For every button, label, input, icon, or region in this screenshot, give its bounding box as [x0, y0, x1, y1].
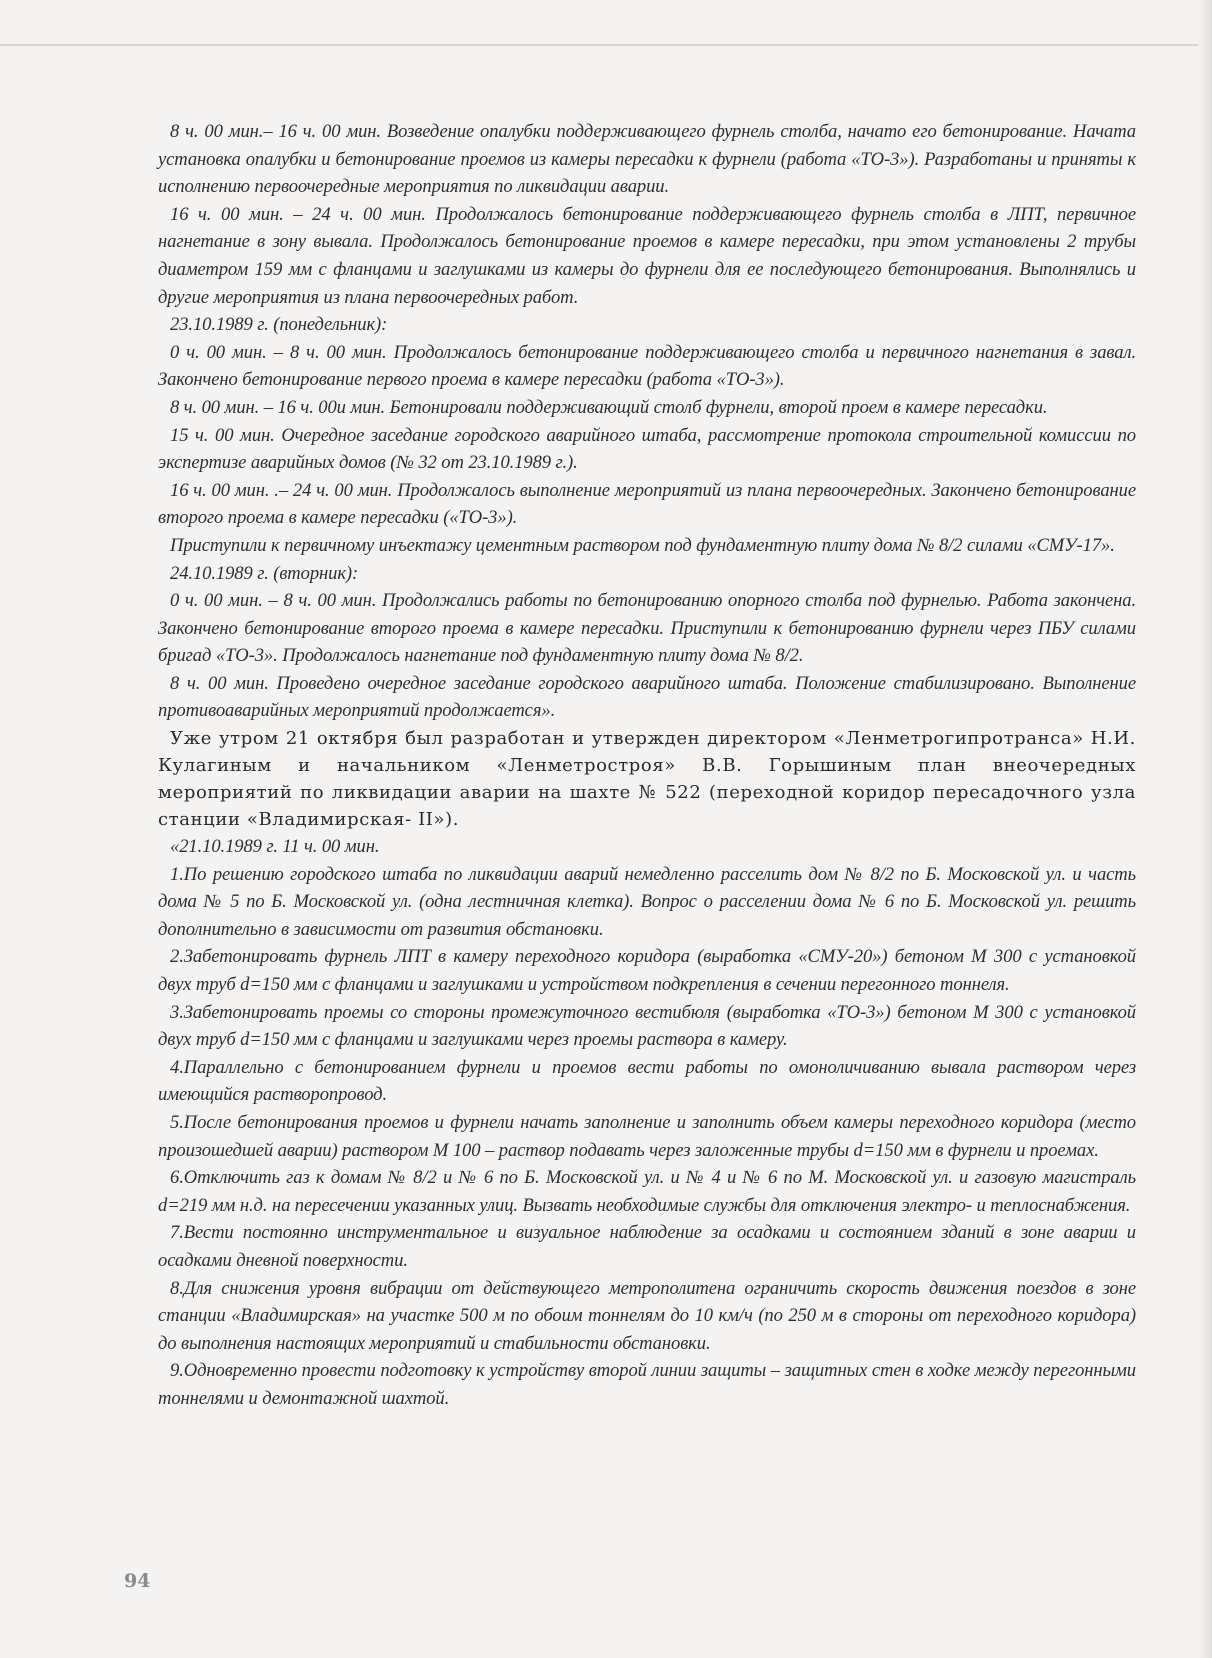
quoted-paragraph: 7.Вести постоянно инструментальное и визуальное наблюдение за осадками и состоянием зданий в зоне аварии и осадками дневной поверхности.: [158, 1222, 1136, 1271]
quoted-paragraph: 8 ч. 00 мин.– 16 ч. 00 мин. Возведение опалубки поддерживающего фурнель столба, начато его бетонирование. Начата установка опалубки и бетонирование проемов из камеры пересадки к фурнели (работа «ТО-3»). Разработаны и приняты к исполнению первоочередные мероприятия по ликвидации аварии.: [158, 121, 1136, 198]
quoted-paragraph: 8.Для снижения уровня вибрации от действующего метрополитена ограничить скорость движения поездов в зоне станции «Владимирская» на участке 500 м по обоим тоннелям до 10 км/ч (по 250 м в стороны от переходного коридора) до выполнения настоящих мероприятий и стабильности обстановки.: [158, 1277, 1136, 1354]
quoted-paragraph: 15 ч. 00 мин. Очередное заседание городского аварийного штаба, рассмотрение протокола строительной комиссии по экспертизе аварийных домов (№ 32 от 23.10.1989 г.).: [158, 424, 1136, 474]
page-edge-shadow: [1198, 0, 1212, 1658]
quoted-paragraph: 3.Забетонировать проемы со стороны промежуточного вестибюля (выработка «ТО-3») бетоном М 300 с установкой двух труб d=150 мм с фланцами и заглушками через проемы раствора в камеру.: [158, 1001, 1136, 1051]
quoted-paragraph: 16 ч. 00 мин. – 24 ч. 00 мин. Продолжалось бетонирование поддерживающего фурнель столба в ЛПТ, первичное нагнетание в зону вывала. Продолжалось бетонирование проемов в камере пересадки, при этом установлены 2 трубы диаметром 159 мм с фланцами и заглушками из камеры до фурнели для ее последующего бетонирования. Выполнялись и другие мероприятия из плана первоочередных работ.: [158, 203, 1136, 308]
page-number: 94: [124, 1570, 151, 1592]
quoted-paragraph: 5.После бетонирования проемов и фурнели начать заполнение и заполнить объем камеры переходного коридора (место произошедшей аварии) раствором М 100 – раствор подавать через заложенные трубы d=150 мм в фурнели и проемах.: [158, 1112, 1136, 1161]
page-body: [158, 118, 1136, 1413]
quoted-paragraph: 0 ч. 00 мин. – 8 ч. 00 мин. Продолжались работы по бетонированию опорного столба под фурнелью. Работа закончена. Закончено бетонирование второго проема в камере пересадки. Приступили к бетонированию фурнели через ПБУ силами бригад «ТО-3». Продолжалось нагнетание под фундаментную плиту дома № 8/2.: [158, 590, 1136, 667]
quoted-paragraph: 9.Одновременно провести подготовку к устройству второй линии защиты – защитных стен в ходке между перегонными тоннелями и демонтажной шахтой.: [158, 1360, 1136, 1409]
quoted-paragraph: 2.Забетонировать фурнель ЛПТ в камеру переходного коридора (выработка «СМУ-20») бетоном М 300 с установкой двух труб d=150 мм с фланцами и заглушками и устройством подкрепления в сечении перегонного тоннеля.: [158, 946, 1136, 996]
quoted-paragraph: 16 ч. 00 мин. .– 24 ч. 00 мин. Продолжалось выполнение мероприятий из плана первоочередных. Закончено бетонирование второго проема в камере пересадки («ТО-3»).: [158, 479, 1136, 529]
page-top-rule: [0, 44, 1212, 46]
quoted-paragraph: Приступили к первичному инъектажу цементным раствором под фундаментную плиту дома № 8/2 силами «СМУ-17».: [170, 534, 1115, 556]
body-paragraph: Уже утром 21 октября был разработан и утвержден директором «Ленметрогипротранса» Н.И. Кулагиным и начальником «Ленметростроя» В.В. Горышиным план внеочередных мероприятий по ликвидации аварии на шахте № 522 (переходной коридор пересадочного узла станции «Владимирская- II»).: [158, 728, 1136, 831]
quoted-paragraph: 24.10.1989 г. (вторник):: [170, 562, 359, 584]
quoted-paragraph: 8 ч. 00 мин. Проведено очередное заседание городского аварийного штаба. Положение стабилизировано. Выполнение противоаварийных мероприятий продолжается».: [158, 672, 1136, 722]
quoted-paragraph: 1.По решению городского штаба по ликвидации аварий немедленно расселить дом № 8/2 по Б. Московской ул. и часть дома № 5 по Б. Московской ул. (одна лестничная клетка). Вопрос о расселении дома № 6 по Б. Московской ул. решить дополнительно в зависимости от развития обстановки.: [158, 863, 1136, 940]
quoted-paragraph: 23.10.1989 г. (понедельник):: [170, 314, 388, 336]
quoted-paragraph: 4.Параллельно с бетонированием фурнели и проемов вести работы по омоноличиванию вывала раствором через имеющийся растворопровод.: [158, 1056, 1136, 1106]
quoted-paragraph: «21.10.1989 г. 11 ч. 00 мин.: [170, 836, 380, 858]
quoted-paragraph: 8 ч. 00 мин. – 16 ч. 00и мин. Бетонировали поддерживающий столб фурнели, второй проем в камере пересадки.: [170, 396, 1048, 418]
quoted-paragraph: 6.Отключить газ к домам № 8/2 и № 6 по Б. Московской ул. и № 4 и № 6 по М. Московской ул. и газовую магистраль d=219 мм н.д. на пересечении указанных улиц. Вызвать необходимые службы для отключения электро- и теплоснабжения.: [158, 1167, 1136, 1216]
quoted-paragraph: 0 ч. 00 мин. – 8 ч. 00 мин. Продолжалось бетонирование поддерживающего столба и первичного нагнетания в завал. Закончено бетонирование первого проема в камере пересадки (работа «ТО-3»).: [158, 341, 1136, 391]
